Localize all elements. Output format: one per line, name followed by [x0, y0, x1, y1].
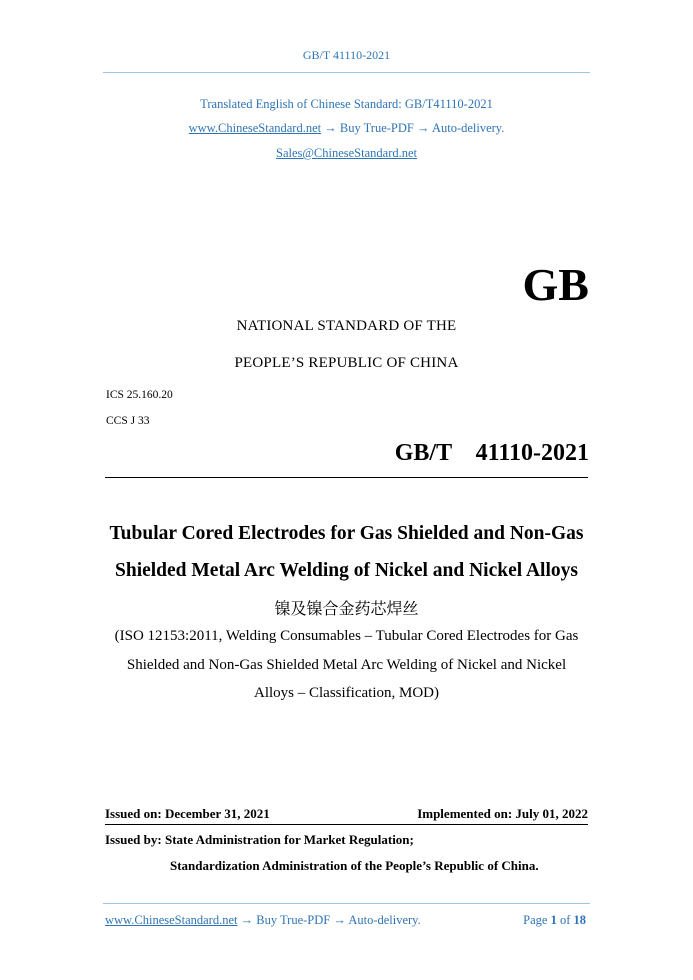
page-word: Page — [523, 913, 548, 927]
promo-line-2 — [0, 121, 693, 136]
national-standard-line-2: PEOPLE’S REPUBLIC OF CHINA — [234, 355, 459, 371]
footer-site-link[interactable]: www.ChineseStandard.net — [105, 913, 238, 927]
arrow-icon: → — [417, 121, 430, 135]
gb-logo: GB — [522, 259, 589, 310]
sales-email-link[interactable]: Sales@ChineseStandard.net — [276, 146, 417, 160]
issued-by-line-1: Issued by: State Administration for Market Regulation; — [105, 832, 414, 847]
standard-code: GB/T 41110-2021 — [394, 440, 589, 466]
buy-true-pdf-text: Buy True-PDF — [339, 121, 414, 135]
page-current: 1 — [550, 913, 557, 927]
arrow-icon: → — [333, 913, 346, 927]
page-total: 18 — [573, 913, 586, 927]
promo-line-1: Translated English of Chinese Standard: GB/T41110-2021 — [200, 97, 493, 111]
auto-delivery-text: Auto-delivery. — [431, 121, 505, 135]
footer-auto-text: Auto-delivery. — [348, 913, 421, 927]
footer-links — [105, 913, 421, 928]
arrow-icon: → — [324, 121, 337, 135]
footer-rule — [103, 903, 590, 904]
running-header: GB/T 41110-2021 — [302, 48, 391, 62]
issued-on: Issued on: December 31, 2021 — [105, 806, 270, 821]
page-number — [523, 913, 586, 928]
arrow-icon: → — [240, 913, 254, 927]
title-line-2: Shielded Metal Arc Welding of Nickel and Nickel Alloys — [115, 560, 578, 581]
code-rule — [105, 477, 588, 478]
footer-buy-text: Buy True-PDF — [256, 913, 331, 927]
title-line-1: Tubular Cored Electrodes for Gas Shielded and Non-Gas — [109, 523, 584, 544]
site-link[interactable]: www.ChineseStandard.net — [188, 121, 322, 135]
chinese-title: 镍及镍合金药芯焊丝 — [274, 599, 419, 618]
ccs-code: CCS J 33 — [106, 415, 150, 427]
iso-reference-line-3: Alloys – Classification, MOD) — [254, 685, 439, 701]
ics-code: ICS 25.160.20 — [106, 389, 173, 401]
national-standard-line-1: NATIONAL STANDARD OF THE — [236, 318, 457, 334]
of-word: of — [559, 913, 571, 927]
header-rule — [103, 72, 590, 73]
promo-line-3 — [0, 146, 693, 161]
iso-reference-line-1: (ISO 12153:2011, Welding Consumables – Tubular Cored Electrodes for Gas — [114, 628, 579, 644]
issued-by-line-2: Standardization Administration of the People’s Republic of China. — [170, 858, 539, 873]
implemented-on: Implemented on: July 01, 2022 — [417, 806, 588, 821]
dates-rule — [105, 824, 588, 825]
iso-reference-line-2: Shielded and Non-Gas Shielded Metal Arc Welding of Nickel and Nickel — [126, 657, 567, 673]
